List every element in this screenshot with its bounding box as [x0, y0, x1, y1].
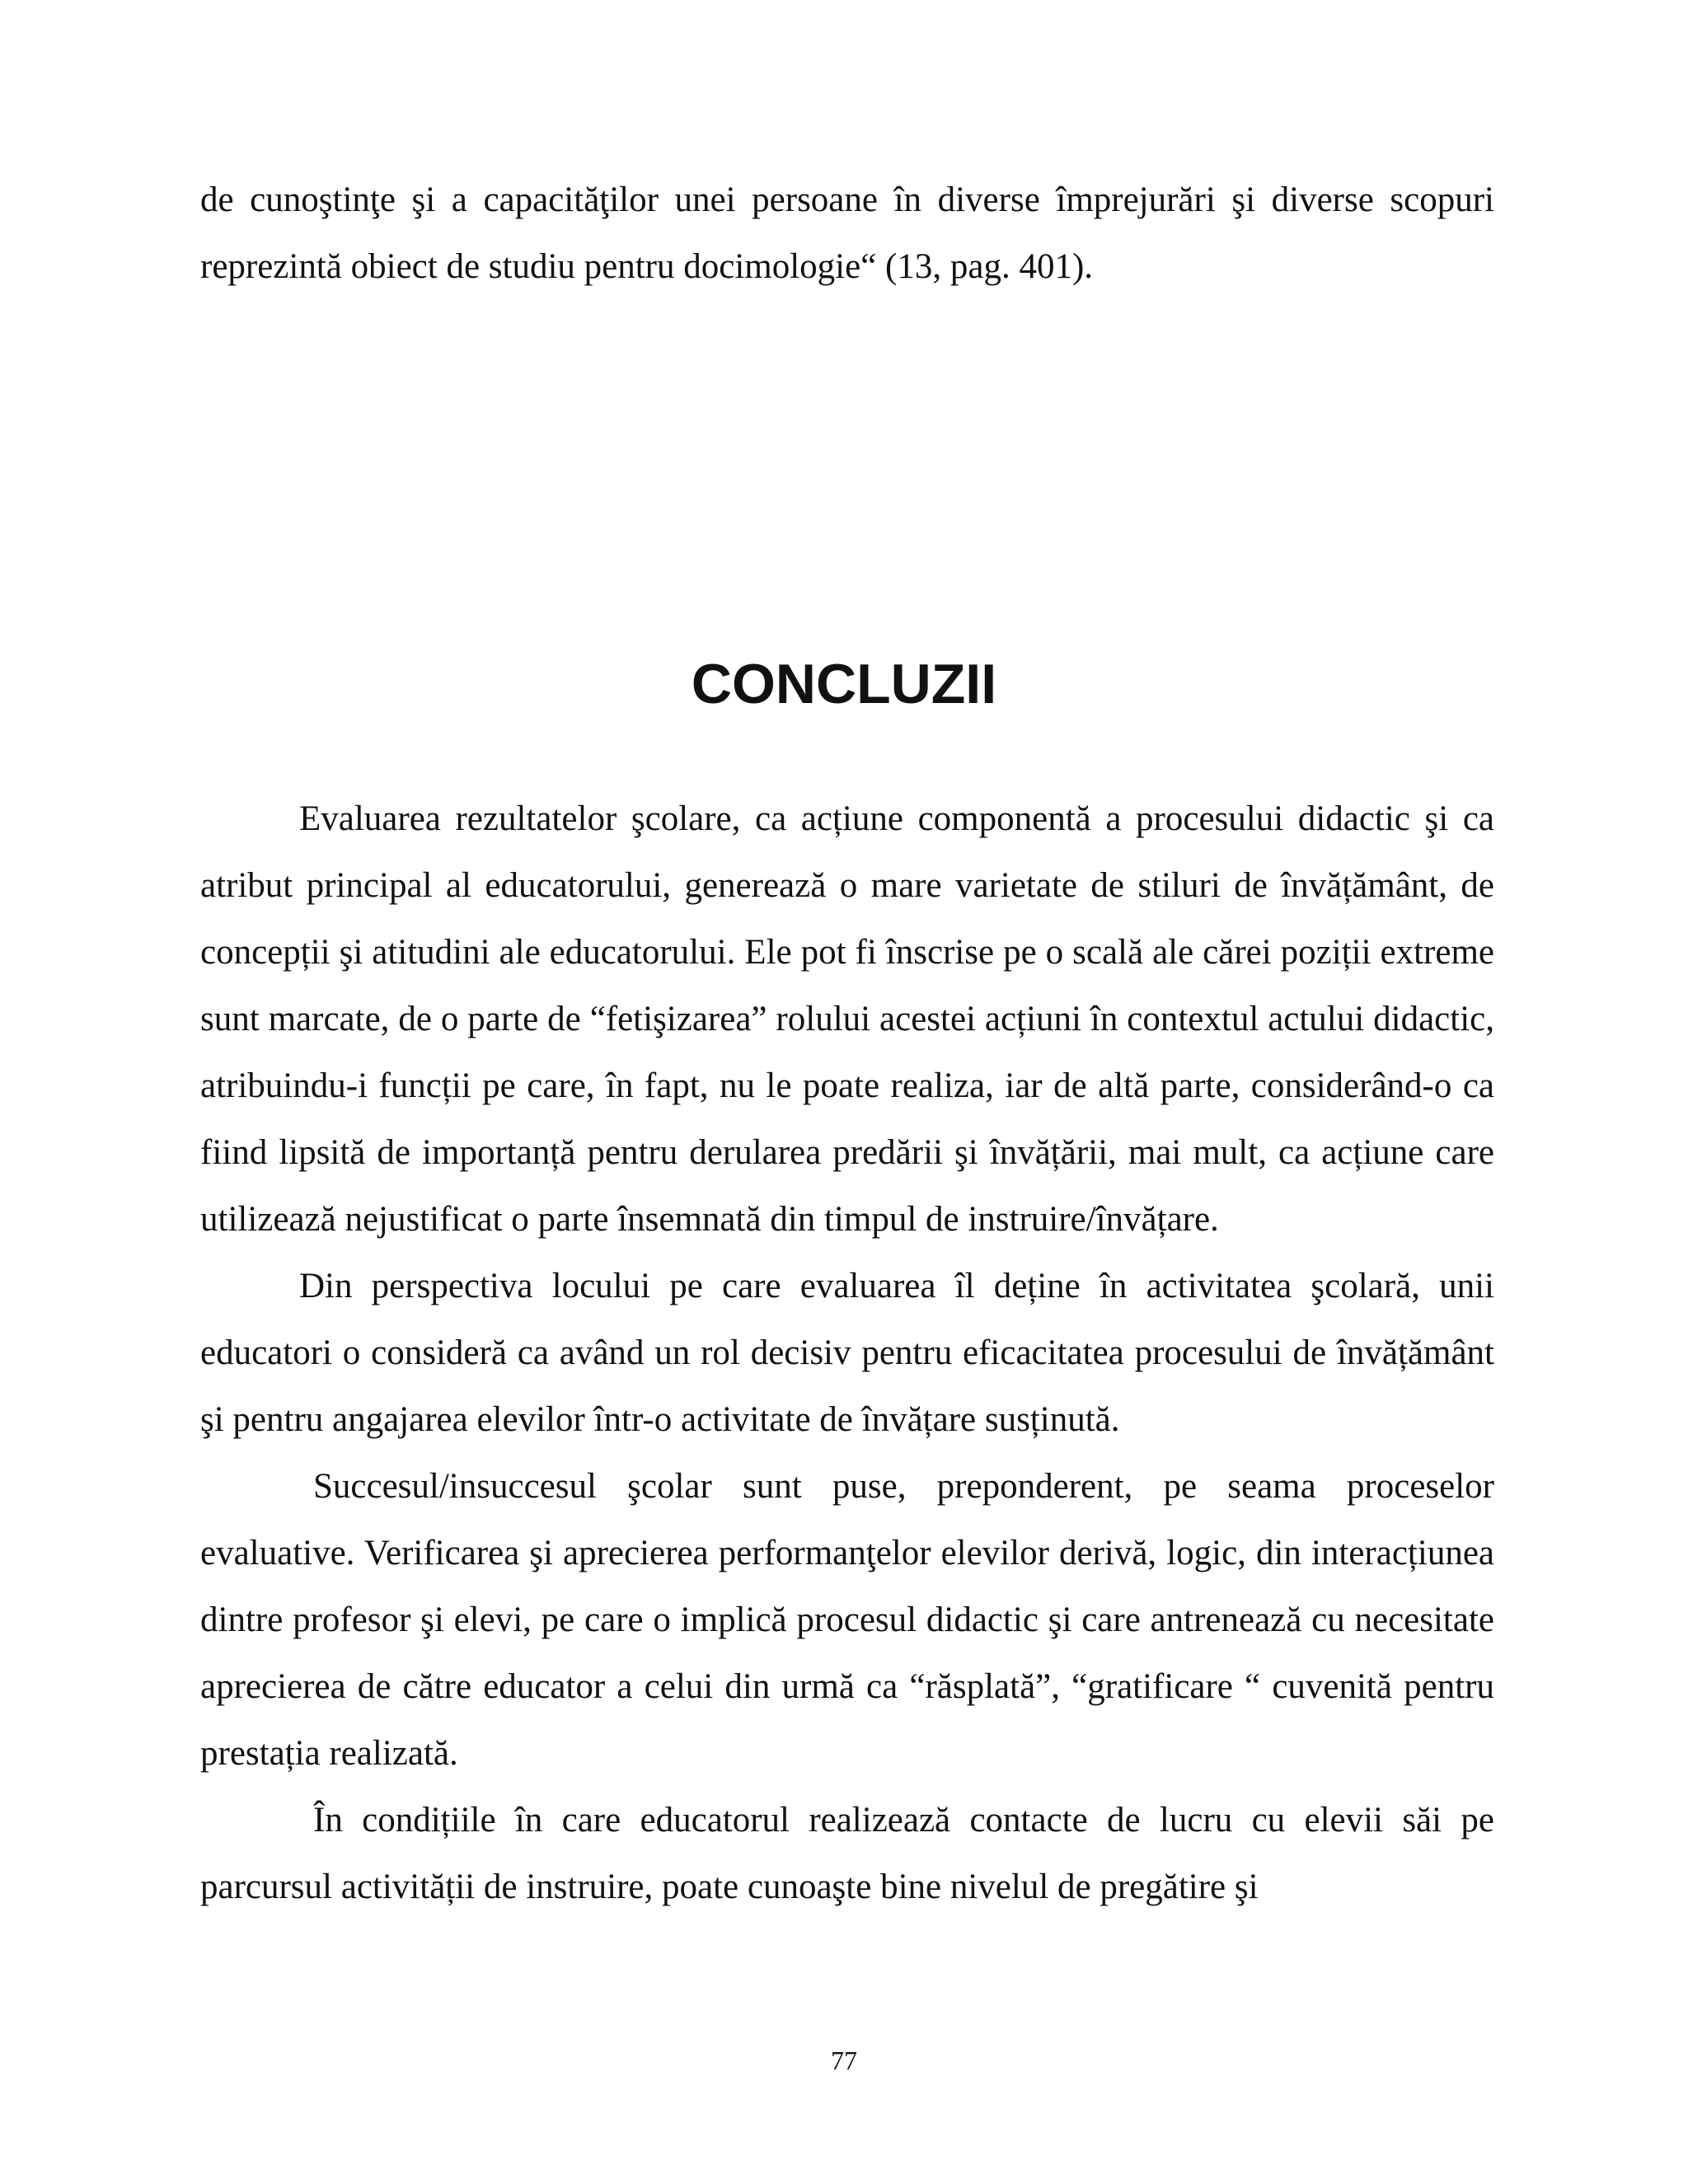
paragraph-conditions: În condițiile în care educatorul realizează contacte de lucru cu elevii săi pe parcursul activității de instruire, poate cunoaşte bine nivelul de pregătire şi: [200, 1801, 1494, 1906]
intro-text-block: [200, 166, 1494, 300]
intro-paragraph: de cunoştinţe şi a capacităţilor unei persoane în diverse împrejurări şi diverse scopuri reprezintă obiect de studiu pentru docimologie“ (13, pag. 401).: [200, 180, 1494, 286]
paragraph-perspective: Din perspectiva locului pe care evaluarea îl deține în activitatea şcolară, unii educatori o consideră ca având un rol decisiv pentru eficacitatea procesului de învățământ şi pentru angajarea elevilor într-o activitate de învățare susținută.: [200, 1267, 1494, 1439]
paragraph-evaluation: Evaluarea rezultatelor şcolare, ca acțiune componentă a procesului didactic şi ca atribut principal al educatorului, generează o mare varietate de stiluri de învățământ, de concepții şi atitudini ale educatorului. Ele pot fi înscrise pe o scală ale cărei poziții extreme sunt marcate, de o parte de “fetişizarea” rolului acestei acțiuni în contextul actului didactic, atribuindu-i funcții pe care, în fapt, nu le poate realiza, iar de altă parte, considerând-o ca fiind lipsită de importanță pentru derularea predării şi învățării, mai mult, ca acțiune care utilizează nejustificat o parte însemnată din timpul de instruire/învățare.: [200, 799, 1494, 1239]
conclusions-body: [200, 785, 1494, 1920]
page-number: 77: [831, 2046, 857, 2075]
section-heading: CONCLUZII: [691, 653, 997, 715]
paragraph-success: Succesul/insuccesul şcolar sunt puse, preponderent, pe seama proceselor evaluative. Verificarea şi aprecierea performanţelor elevilor derivă, logic, din interacțiunea dintre profesor şi elevi, pe care o implică procesul didactic şi care antrenează cu necesitate aprecierea de către educator a celui din urmă ca “răsplată”, “gratificare “ cuvenită pentru prestația realizată.: [200, 1467, 1494, 1773]
